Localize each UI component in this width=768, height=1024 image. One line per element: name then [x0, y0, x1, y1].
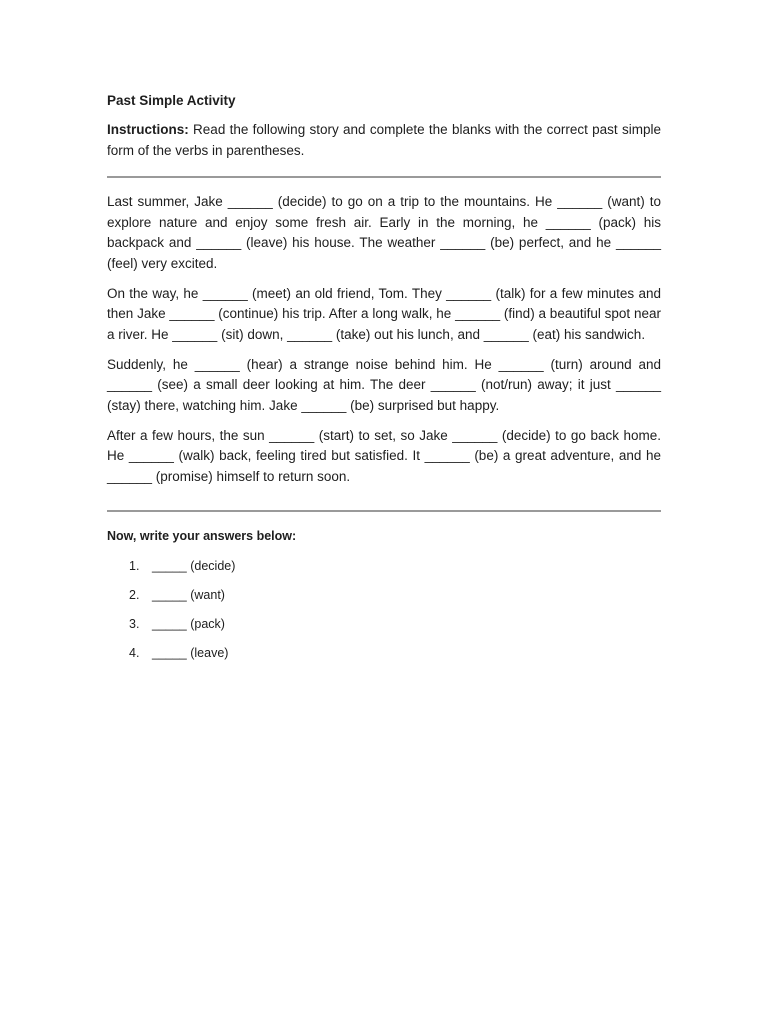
bottom-divider — [107, 510, 661, 512]
answers-list — [107, 558, 661, 661]
instructions — [107, 119, 661, 161]
answer-number: 1. — [129, 559, 140, 573]
answer-item — [107, 587, 661, 603]
story — [107, 192, 661, 487]
story-paragraph-3: Suddenly, he ______ (hear) a strange noise behind him. He ______ (turn) around and ______ (see) a small deer looking at him. The deer ______ (not/run) away; it just ______ (stay) there, watching him. Jake ______ (be) surprised but happy. — [107, 356, 661, 413]
top-divider — [107, 176, 661, 178]
answers-heading: Now, write your answers below: — [107, 529, 297, 543]
instructions-label: Instructions: — [107, 122, 189, 137]
answer-number: 2. — [129, 588, 140, 602]
answer-blank: _____ (pack) — [152, 617, 225, 631]
worksheet-page — [107, 92, 661, 674]
answer-item — [107, 645, 661, 661]
answer-item — [107, 558, 661, 574]
story-paragraph-4: After a few hours, the sun ______ (start) to set, so Jake ______ (decide) to go back home. He ______ (walk) back, feeling tired but satisfied. It ______ (be) a great adventure, and he ______ (promise) himself to return soon. — [107, 427, 661, 484]
story-paragraph-2: On the way, he ______ (meet) an old friend, Tom. They ______ (talk) for a few minutes and then Jake ______ (continue) his trip. After a long walk, he ______ (find) a beautiful spot near a river. He ______ (sit) down, ______ (take) out his lunch, and ______ (eat) his sandwich. — [107, 285, 661, 342]
page-title: Past Simple Activity — [107, 93, 236, 108]
answer-item — [107, 616, 661, 632]
answer-number: 4. — [129, 646, 140, 660]
answer-blank: _____ (decide) — [152, 559, 236, 573]
story-paragraph-1: Last summer, Jake ______ (decide) to go on a trip to the mountains. He ______ (want) to explore nature and enjoy some fresh air. Early in the morning, he ______ (pack) his backpack and ______ (leave) his house. The weather ______ (be) perfect, and he ______ (feel) very excited. — [107, 194, 661, 271]
answer-number: 3. — [129, 617, 140, 631]
instructions-text: Read the following story and complete the blanks with the correct past simple form of the verbs in parentheses. — [107, 122, 661, 158]
answer-blank: _____ (want) — [152, 588, 225, 602]
answer-blank: _____ (leave) — [152, 646, 229, 660]
